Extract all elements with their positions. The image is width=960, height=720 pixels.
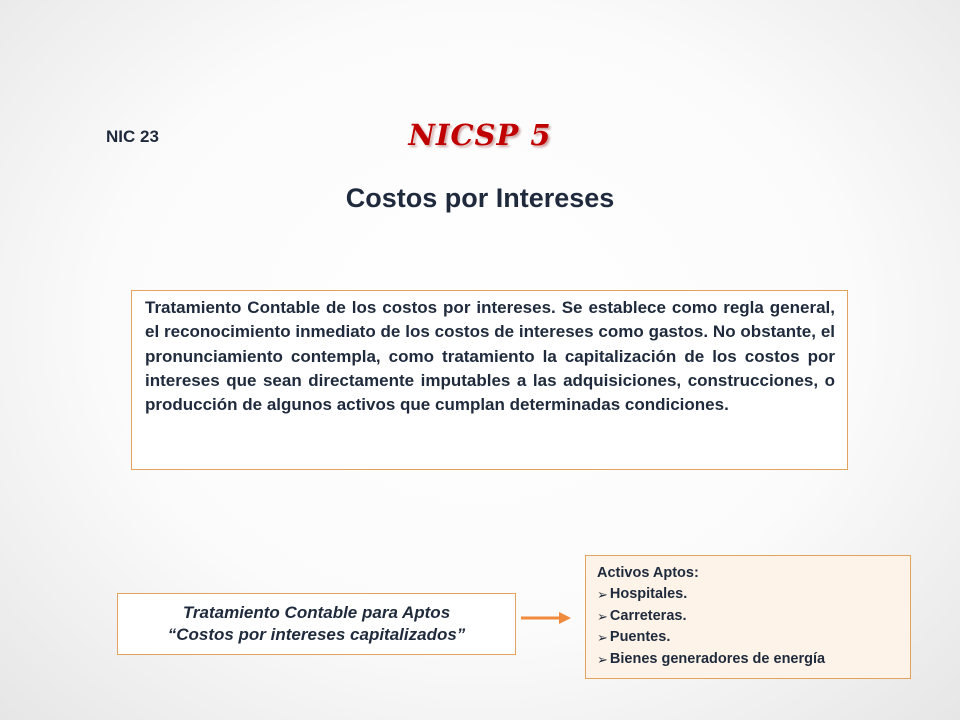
page-subtitle: Costos por Intereses [345,183,615,213]
list-item: ➢ Carreteras. [597,606,910,628]
list-item: ➢ Bienes generadores de energía [597,649,910,671]
arrow-right-icon [521,610,571,626]
arrow-bullet-icon: ➢ [597,587,608,602]
aptos-treatment-line2: “Costos por intereses capitalizados” [167,625,466,644]
activos-list [597,584,910,670]
reference-label: NIC 23 [106,127,159,146]
list-item: ➢ Hospitales. [597,584,910,606]
aptos-treatment-box [117,593,516,655]
arrow-bullet-icon: ➢ [597,608,608,624]
arrow-bullet-icon: ➢ [597,630,608,645]
arrow-bullet-icon: ➢ [597,651,608,667]
page-title: NICSP 5 [408,118,552,152]
activos-aptos-box [585,555,911,679]
activos-heading: Activos Aptos: [597,565,699,581]
list-item: ➢ Puentes. [597,627,910,649]
main-text-box: Tratamiento Contable de los costos por intereses. Se establece como regla general, el reconocimiento inmediato de los costos de intereses como gastos. No obstante, el pronunciamiento contempla, como tratamiento la capitalización de los costos por intereses que sean directamente imputables a las adquisiciones, construcciones, o producción de algunos activos que cumplan determinadas condiciones. [131,290,848,470]
aptos-treatment-line1: Tratamiento Contable para Aptos [182,603,451,622]
